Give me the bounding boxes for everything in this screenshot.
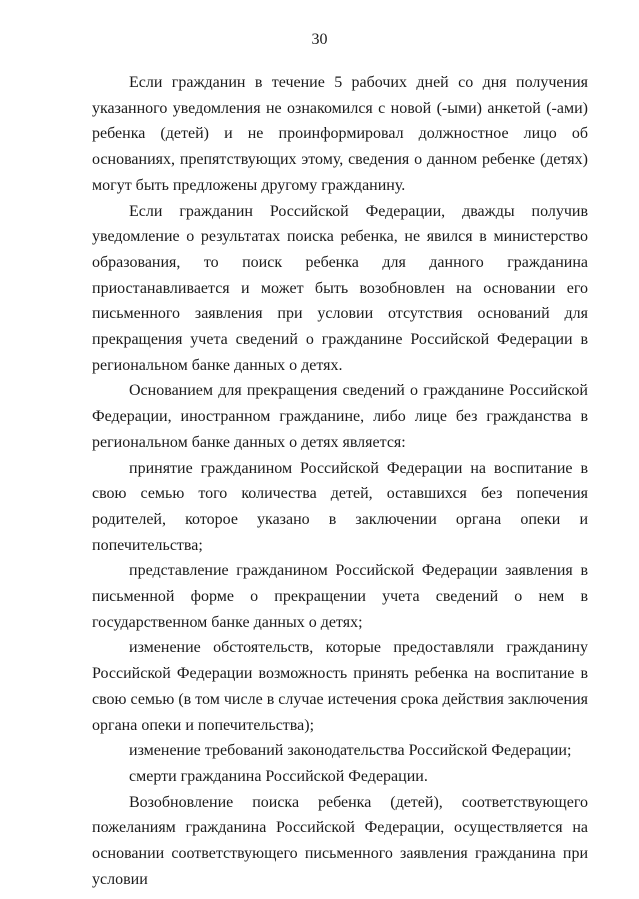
paragraph-search-suspension: Если гражданин Российской Федерации, дважды получив уведомление о результатах поиска ребенка, не явился в министерство образования, то поиск ребенка для данного гражданина приостанавливается и может быть возобновлен на основании его письменного заявления при условии отсутствия оснований для прекращения учета сведений о гражданине Российской Федерации в региональном банке данных о детях. [92, 202, 588, 374]
document-body [92, 70, 588, 893]
paragraph-ground-application: представление гражданином Российской Федерации заявления в письменной форме о прекращении учета сведений о нем в государственном банке данных о детях; [92, 562, 588, 631]
paragraph-search-resumption: Возобновление поиска ребенка (детей), соответствующего пожеланиям гражданина Российской Федерации, осуществляется на основании соответствующего письменного заявления гражданина при условии [92, 793, 588, 888]
paragraph-ground-death: смерти гражданина Российской Федерации. [129, 767, 428, 785]
paragraph-ground-circumstances: изменение обстоятельств, которые предоставляли гражданину Российской Федерации возможность принять ребенка на воспитание в свою семью (в том числе в случае истечения срока действия заключения органа опеки и попечительства); [92, 639, 588, 734]
paragraph-notification-deadline: Если гражданин в течение 5 рабочих дней со дня получения указанного уведомления не ознакомился с новой (-ыми) анкетой (-ами) ребенка (детей) и не проинформировал должностное лицо об основаниях, препятствующих этому, сведения о данном ребенке (детях) могут быть предложены другому гражданину. [92, 74, 588, 194]
paragraph-termination-grounds: Основанием для прекращения сведений о гражданине Российской Федерации, иностранном гражданине, либо лице без гражданства в региональном банке данных о детях является: [92, 382, 588, 451]
page-number: 30 [311, 31, 328, 48]
paragraph-ground-legislation: изменение требований законодательства Российской Федерации; [129, 742, 572, 760]
paragraph-ground-adoption: принятие гражданином Российской Федерации на воспитание в свою семью того количества детей, оставшихся без попечения родителей, которое указано в заключении органа опеки и попечительства; [92, 459, 588, 554]
